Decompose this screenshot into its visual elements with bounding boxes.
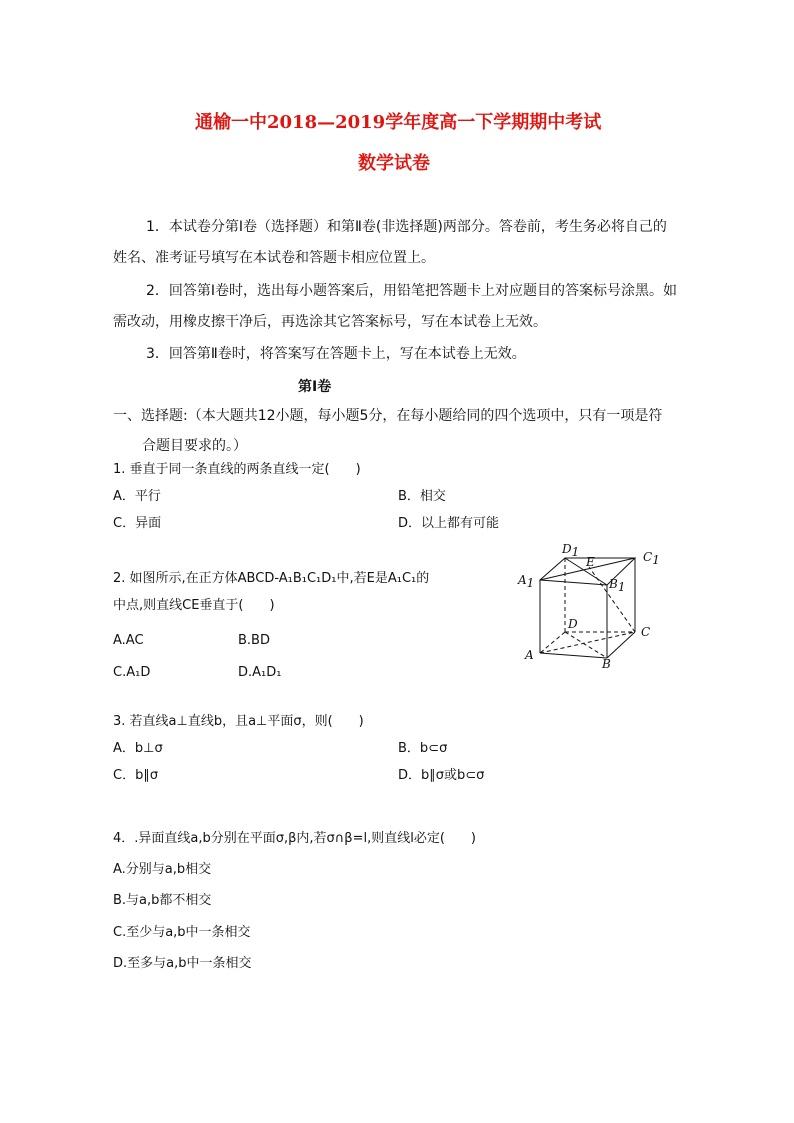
edge-ab xyxy=(540,653,607,658)
label-c: C xyxy=(641,625,651,639)
q2-stem-line-2: 中点,则直线CE垂直于( ) xyxy=(113,598,275,613)
q3-option-b: B．b⊂σ xyxy=(398,741,448,756)
label-b: B xyxy=(602,657,611,670)
q3-option-c: C．b∥σ xyxy=(113,768,159,783)
section-heading: 第Ⅰ卷 xyxy=(298,379,332,395)
note-1-line-2: 姓名、准考证号填写在本试卷和答题卡相应位置上。 xyxy=(113,250,435,266)
q1-option-a: A．平行 xyxy=(113,489,161,504)
note-3: 3．回答第Ⅱ卷时，将答案写在答题卡上，写在本试卷上无效。 xyxy=(146,346,526,362)
q3-option-d: D．b∥σ或b⊂σ xyxy=(398,768,485,783)
exam-title: 通榆一中2018—2019学年度高一下学期期中考试 xyxy=(195,112,602,133)
edge-ad xyxy=(540,632,565,653)
q1-option-b: B．相交 xyxy=(398,489,446,504)
label-d: D xyxy=(568,617,578,631)
q2-option-a: A.AC xyxy=(113,633,144,648)
label-a1: A1 xyxy=(518,573,535,590)
exam-subtitle: 数学试卷 xyxy=(358,153,430,174)
label-d1: D1 xyxy=(562,542,580,559)
q1-stem: 1. 垂直于同一条直线的两条直线一定( ) xyxy=(113,462,361,477)
q4-option-b: B.与a,b都不相交 xyxy=(113,893,212,908)
q2-option-d: D.A₁D₁ xyxy=(238,665,282,680)
q3-option-a: A．b⊥σ xyxy=(113,741,163,756)
q4-option-a: A.分别与a,b相交 xyxy=(113,862,212,877)
q2-stem-line-1: 2. 如图所示,在正方体ABCD-A₁B₁C₁D₁中,若E是A₁C₁的 xyxy=(113,571,430,586)
part-intro-line-1: 一、选择题:（本大题共12小题，每小题5分，在每小题给同的四个选项中，只有一项是符 xyxy=(113,408,663,424)
edge-db xyxy=(565,632,607,658)
q3-stem: 3. 若直线a⊥直线b，且a⊥平面σ，则( ) xyxy=(113,714,364,729)
cube-figure xyxy=(510,540,660,670)
q4-option-d: D.至多与a,b中一条相交 xyxy=(113,956,252,971)
q1-option-c: C．异面 xyxy=(113,516,162,531)
note-2-line-1: 2．回答第Ⅰ卷时，选出每小题答案后，用铅笔把答题卡上对应题目的答案标号涂黑。如 xyxy=(146,283,678,299)
note-1-line-1: 1．本试卷分第Ⅰ卷（选择题）和第Ⅱ卷(非选择题)两部分。答卷前，考生务必将自己的 xyxy=(146,219,667,235)
edge-bc xyxy=(607,632,635,658)
label-b1: B1 xyxy=(609,577,626,594)
q2-option-b: B.BD xyxy=(238,633,270,648)
note-2-line-2: 需改动，用橡皮擦干净后，再选涂其它答案标号，写在本试卷上无效。 xyxy=(113,314,547,330)
q4-stem: 4．.异面直线a,b分别在平面σ,β内,若σ∩β=l,则直线l必定( ) xyxy=(113,831,476,846)
q2-option-c: C.A₁D xyxy=(113,665,151,680)
edge-ac xyxy=(540,632,635,653)
q1-option-d: D．以上都有可能 xyxy=(398,516,500,531)
label-c1: C1 xyxy=(643,550,660,567)
label-e: E xyxy=(586,555,595,569)
part-intro-line-2: 合题目要求的。） xyxy=(142,438,247,454)
q4-option-c: C.至少与a,b中一条相交 xyxy=(113,925,251,940)
label-a: A xyxy=(525,648,534,662)
